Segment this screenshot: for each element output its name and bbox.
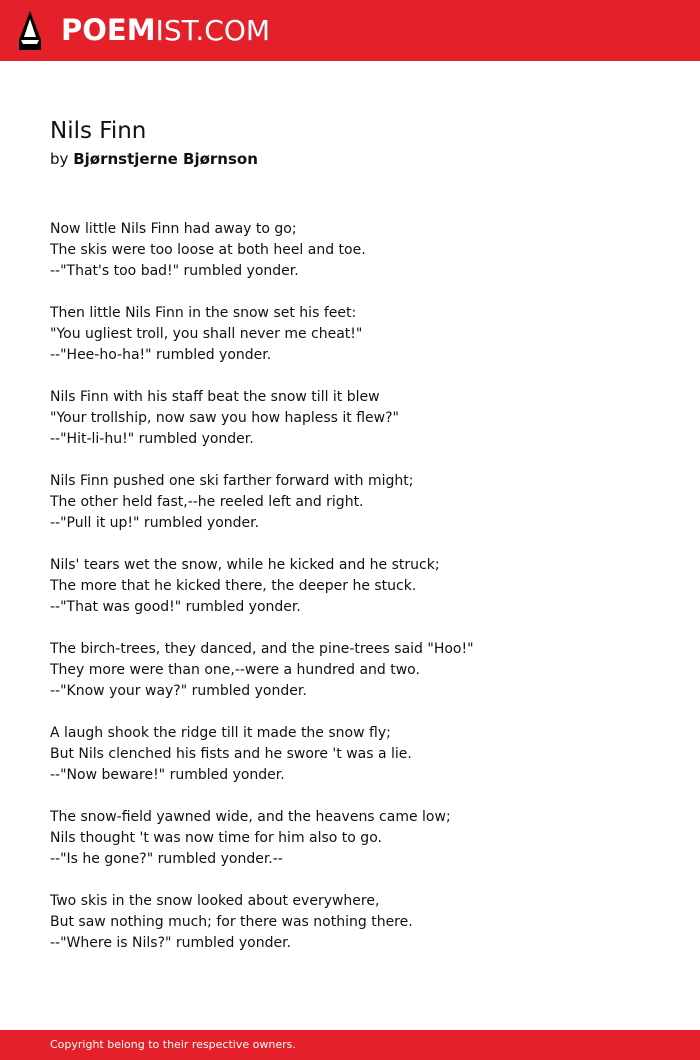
poem-line: --"Hee-ho-ha!" rumbled yonder. [50,347,272,363]
site-logo-text[interactable] [61,12,270,48]
poem-line: Nils Finn pushed one ski farther forward with might; [50,473,414,489]
stanza [50,723,670,786]
poem-line: "Your trollship, now saw you how hapless it flew?" [50,410,399,426]
poem-line: --"That's too bad!" rumbled yonder. [50,263,299,279]
poem-byline [50,149,258,169]
poem-line: Nils' tears wet the snow, while he kicked and he struck; [50,557,440,573]
poem-line: But saw nothing much; for there was nothing there. [50,914,413,930]
poem-line: They more were than one,--were a hundred and two. [50,662,420,678]
poem-line: --"Is he gone?" rumbled yonder.-- [50,851,283,867]
poem-title: Nils Finn [50,118,147,144]
poem-line: --"Know your way?" rumbled yonder. [50,683,307,699]
poem-line: Nils Finn with his staff beat the snow till it blew [50,389,380,405]
brand-bold-text: POEM [61,13,156,47]
poem-line: Two skis in the snow looked about everywhere, [50,893,380,909]
poem-line: --"Now beware!" rumbled yonder. [50,767,285,783]
poem-line: Nils thought 't was now time for him also to go. [50,830,382,846]
poem-line: Now little Nils Finn had away to go; [50,221,297,237]
poem-line: Then little Nils Finn in the snow set his feet: [50,305,357,321]
stanza [50,807,670,870]
poem-line: --"Where is Nils?" rumbled yonder. [50,935,292,951]
poem-line: But Nils clenched his fists and he swore 't was a lie. [50,746,412,762]
copyright-text: Copyright belong to their respective owners. [50,1038,296,1051]
author-name: Bjørnstjerne Bjørnson [73,150,258,168]
site-header [0,0,700,61]
by-label: by [50,150,69,168]
poem-line: The snow-field yawned wide, and the heavens came low; [50,809,451,825]
poem-line: "You ugliest troll, you shall never me cheat!" [50,326,363,342]
poem-body [50,219,670,975]
stanza [50,219,670,282]
poem-line: --"Hit-li-hu!" rumbled yonder. [50,431,254,447]
stanza [50,639,670,702]
poem-line: The birch-trees, they danced, and the pine-trees said "Hoo!" [50,641,474,657]
stanza [50,891,670,954]
pen-nib-icon[interactable] [17,10,43,51]
poem-line: --"Pull it up!" rumbled yonder. [50,515,260,531]
poem-line: The skis were too loose at both heel and toe. [50,242,366,258]
poem-line: A laugh shook the ridge till it made the snow fly; [50,725,391,741]
stanza [50,471,670,534]
site-footer [0,1030,700,1060]
poem-line: The other held fast,--he reeled left and right. [50,494,364,510]
poem-line: --"That was good!" rumbled yonder. [50,599,301,615]
stanza [50,303,670,366]
poem-line: The more that he kicked there, the deeper he stuck. [50,578,417,594]
brand-light-text: IST.COM [155,14,271,47]
stanza [50,555,670,618]
stanza [50,387,670,450]
